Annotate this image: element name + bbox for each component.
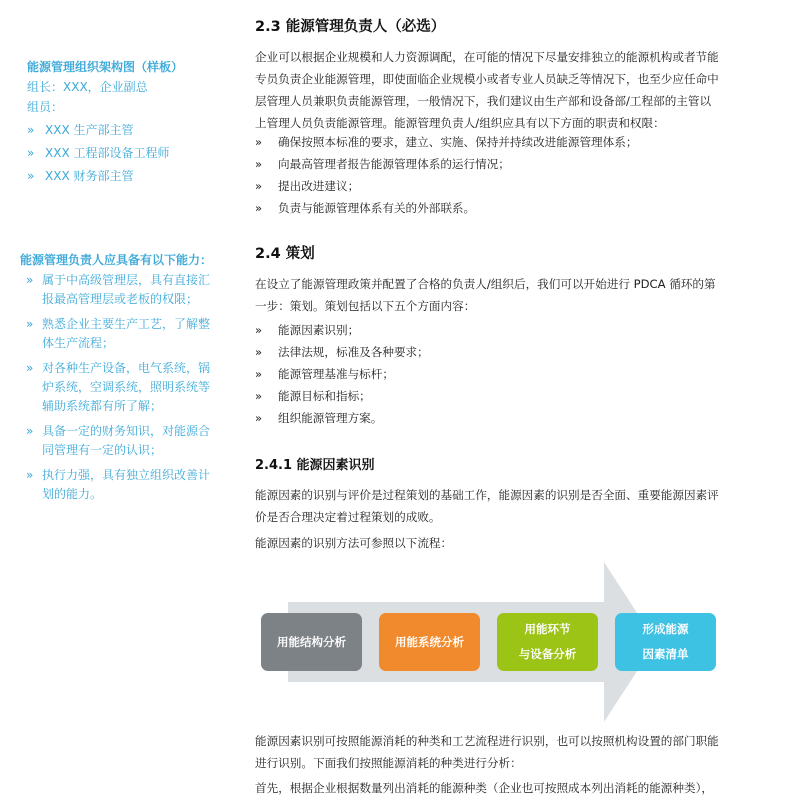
abilities-block — [20, 250, 220, 510]
ability-item: » 执行力强，具有独立组织改善计 划的能力。 — [26, 468, 211, 501]
ability-item: » 具备一定的财务知识，对能源合 同管理有一定的认识； — [26, 424, 211, 457]
org-members-list — [27, 121, 217, 186]
section-2-3-paragraph: 企业可以根据企业规模和人力资源调配，在可能的情况下尽量安排独立的能源机构或者节能 专员负责企业能源管理，即使面临企业规模小或者专业人员缺乏等情况下，也至少应任命中 层管理人员兼职负责能源管理，一般情况下，我们建议由生产部和设备部/工程部的主管以 上管理人员负责能源管理。能源管理负责人/组织应具有以下方面的职责和权限： — [255, 50, 719, 130]
org-chart-title: 能源管理组织架构图（样板） — [27, 60, 184, 74]
section-2-4-1-heading: 2.4.1 能源因素识别 — [255, 458, 375, 473]
abilities-list — [26, 271, 220, 504]
flow-step-structure-analysis: 用能结构分析 — [261, 613, 362, 671]
chevron-right-icon: » — [255, 179, 263, 193]
ability-item: » 对各种生产设备，电气系统，锅 炉系统，空调系统，照明系统等 辅助系统都有所了解； — [26, 361, 211, 413]
section-2-4-1-paragraph-2: 能源因素的识别方法可参照以下流程： — [255, 536, 453, 550]
section-2-4-1-paragraph-4: 首先，根据企业根据数量列出消耗的能源种类（企业也可按照成本列出消耗的能源种类）， — [255, 781, 713, 795]
ability-item: » 属于中高级管理层，具有直接汇 报最高管理层或老板的权限； — [26, 273, 211, 306]
list-item: » 确保按照本标准的要求，建立、实施、保持并持续改进能源管理体系； — [255, 131, 723, 153]
section-2-3-heading: 2.3 能源管理负责人（必选） — [255, 19, 446, 35]
list-item: » 提出改进建议； — [255, 175, 723, 197]
chevron-right-icon: » — [27, 146, 35, 160]
org-members-label: 组员： — [27, 100, 64, 114]
section-2-4-bullets — [255, 319, 723, 429]
list-item: » 组织能源管理方案。 — [255, 407, 723, 429]
abilities-title: 能源管理负责人应具备有以下能力： — [20, 253, 213, 267]
org-chart-block — [27, 57, 217, 186]
chevron-right-icon: » — [255, 157, 263, 171]
ability-item: » 熟悉企业主要生产工艺，了解整 体生产流程； — [26, 317, 211, 350]
energy-factor-flow-diagram — [256, 562, 718, 722]
list-item: » 能源管理基准与标杆； — [255, 363, 723, 385]
section-2-4-heading: 2.4 策划 — [255, 246, 315, 262]
list-item: » 能源目标和指标； — [255, 385, 723, 407]
flow-step-system-analysis: 用能系统分析 — [379, 613, 480, 671]
org-member: » XXX 财务部主管 — [27, 167, 217, 186]
list-item: » 负责与能源管理体系有关的外部联系。 — [255, 197, 723, 219]
chevron-right-icon: » — [27, 169, 35, 183]
chevron-right-icon: » — [255, 135, 263, 149]
org-leader: 组长：XXX，企业副总 — [27, 80, 148, 94]
chevron-right-icon: » — [26, 273, 34, 287]
list-item: » 能源因素识别； — [255, 319, 723, 341]
chevron-right-icon: » — [255, 345, 263, 359]
list-item: » 法律法规，标准及各种要求； — [255, 341, 723, 363]
list-item: » 向最高管理者报告能源管理体系的运行情况； — [255, 153, 723, 175]
chevron-right-icon: » — [255, 201, 263, 215]
section-2-4-1-paragraph-1: 能源因素的识别与评价是过程策划的基础工作，能源因素的识别是否全面、重要能源因素评 价是否合理决定着过程策划的成败。 — [255, 488, 719, 524]
chevron-right-icon: » — [27, 123, 35, 137]
org-member: » XXX 生产部主管 — [27, 121, 217, 140]
chevron-right-icon: » — [26, 317, 34, 331]
chevron-right-icon: » — [26, 424, 34, 438]
flow-step-equipment-analysis: 用能环节 与设备分析 — [497, 613, 598, 671]
section-2-4-1-paragraph-3: 能源因素识别可按照能源消耗的种类和工艺流程进行识别，也可以按照机构设置的部门职能 进行识别。下面我们按照能源消耗的种类进行分析： — [255, 734, 719, 770]
chevron-right-icon: » — [255, 367, 263, 381]
section-2-3-bullets — [255, 131, 723, 219]
flow-step-factor-list: 形成能源 因素清单 — [615, 613, 716, 671]
chevron-right-icon: » — [26, 468, 34, 482]
chevron-right-icon: » — [255, 323, 263, 337]
chevron-right-icon: » — [255, 389, 263, 403]
section-2-4-paragraph: 在设立了能源管理政策并配置了合格的负责人/组织后，我们可以开始进行 PDCA 循环的第 一步：策划。策划包括以下五个方面内容： — [255, 277, 716, 313]
org-member: » XXX 工程部设备工程师 — [27, 144, 217, 163]
chevron-right-icon: » — [26, 361, 34, 375]
chevron-right-icon: » — [255, 411, 263, 425]
